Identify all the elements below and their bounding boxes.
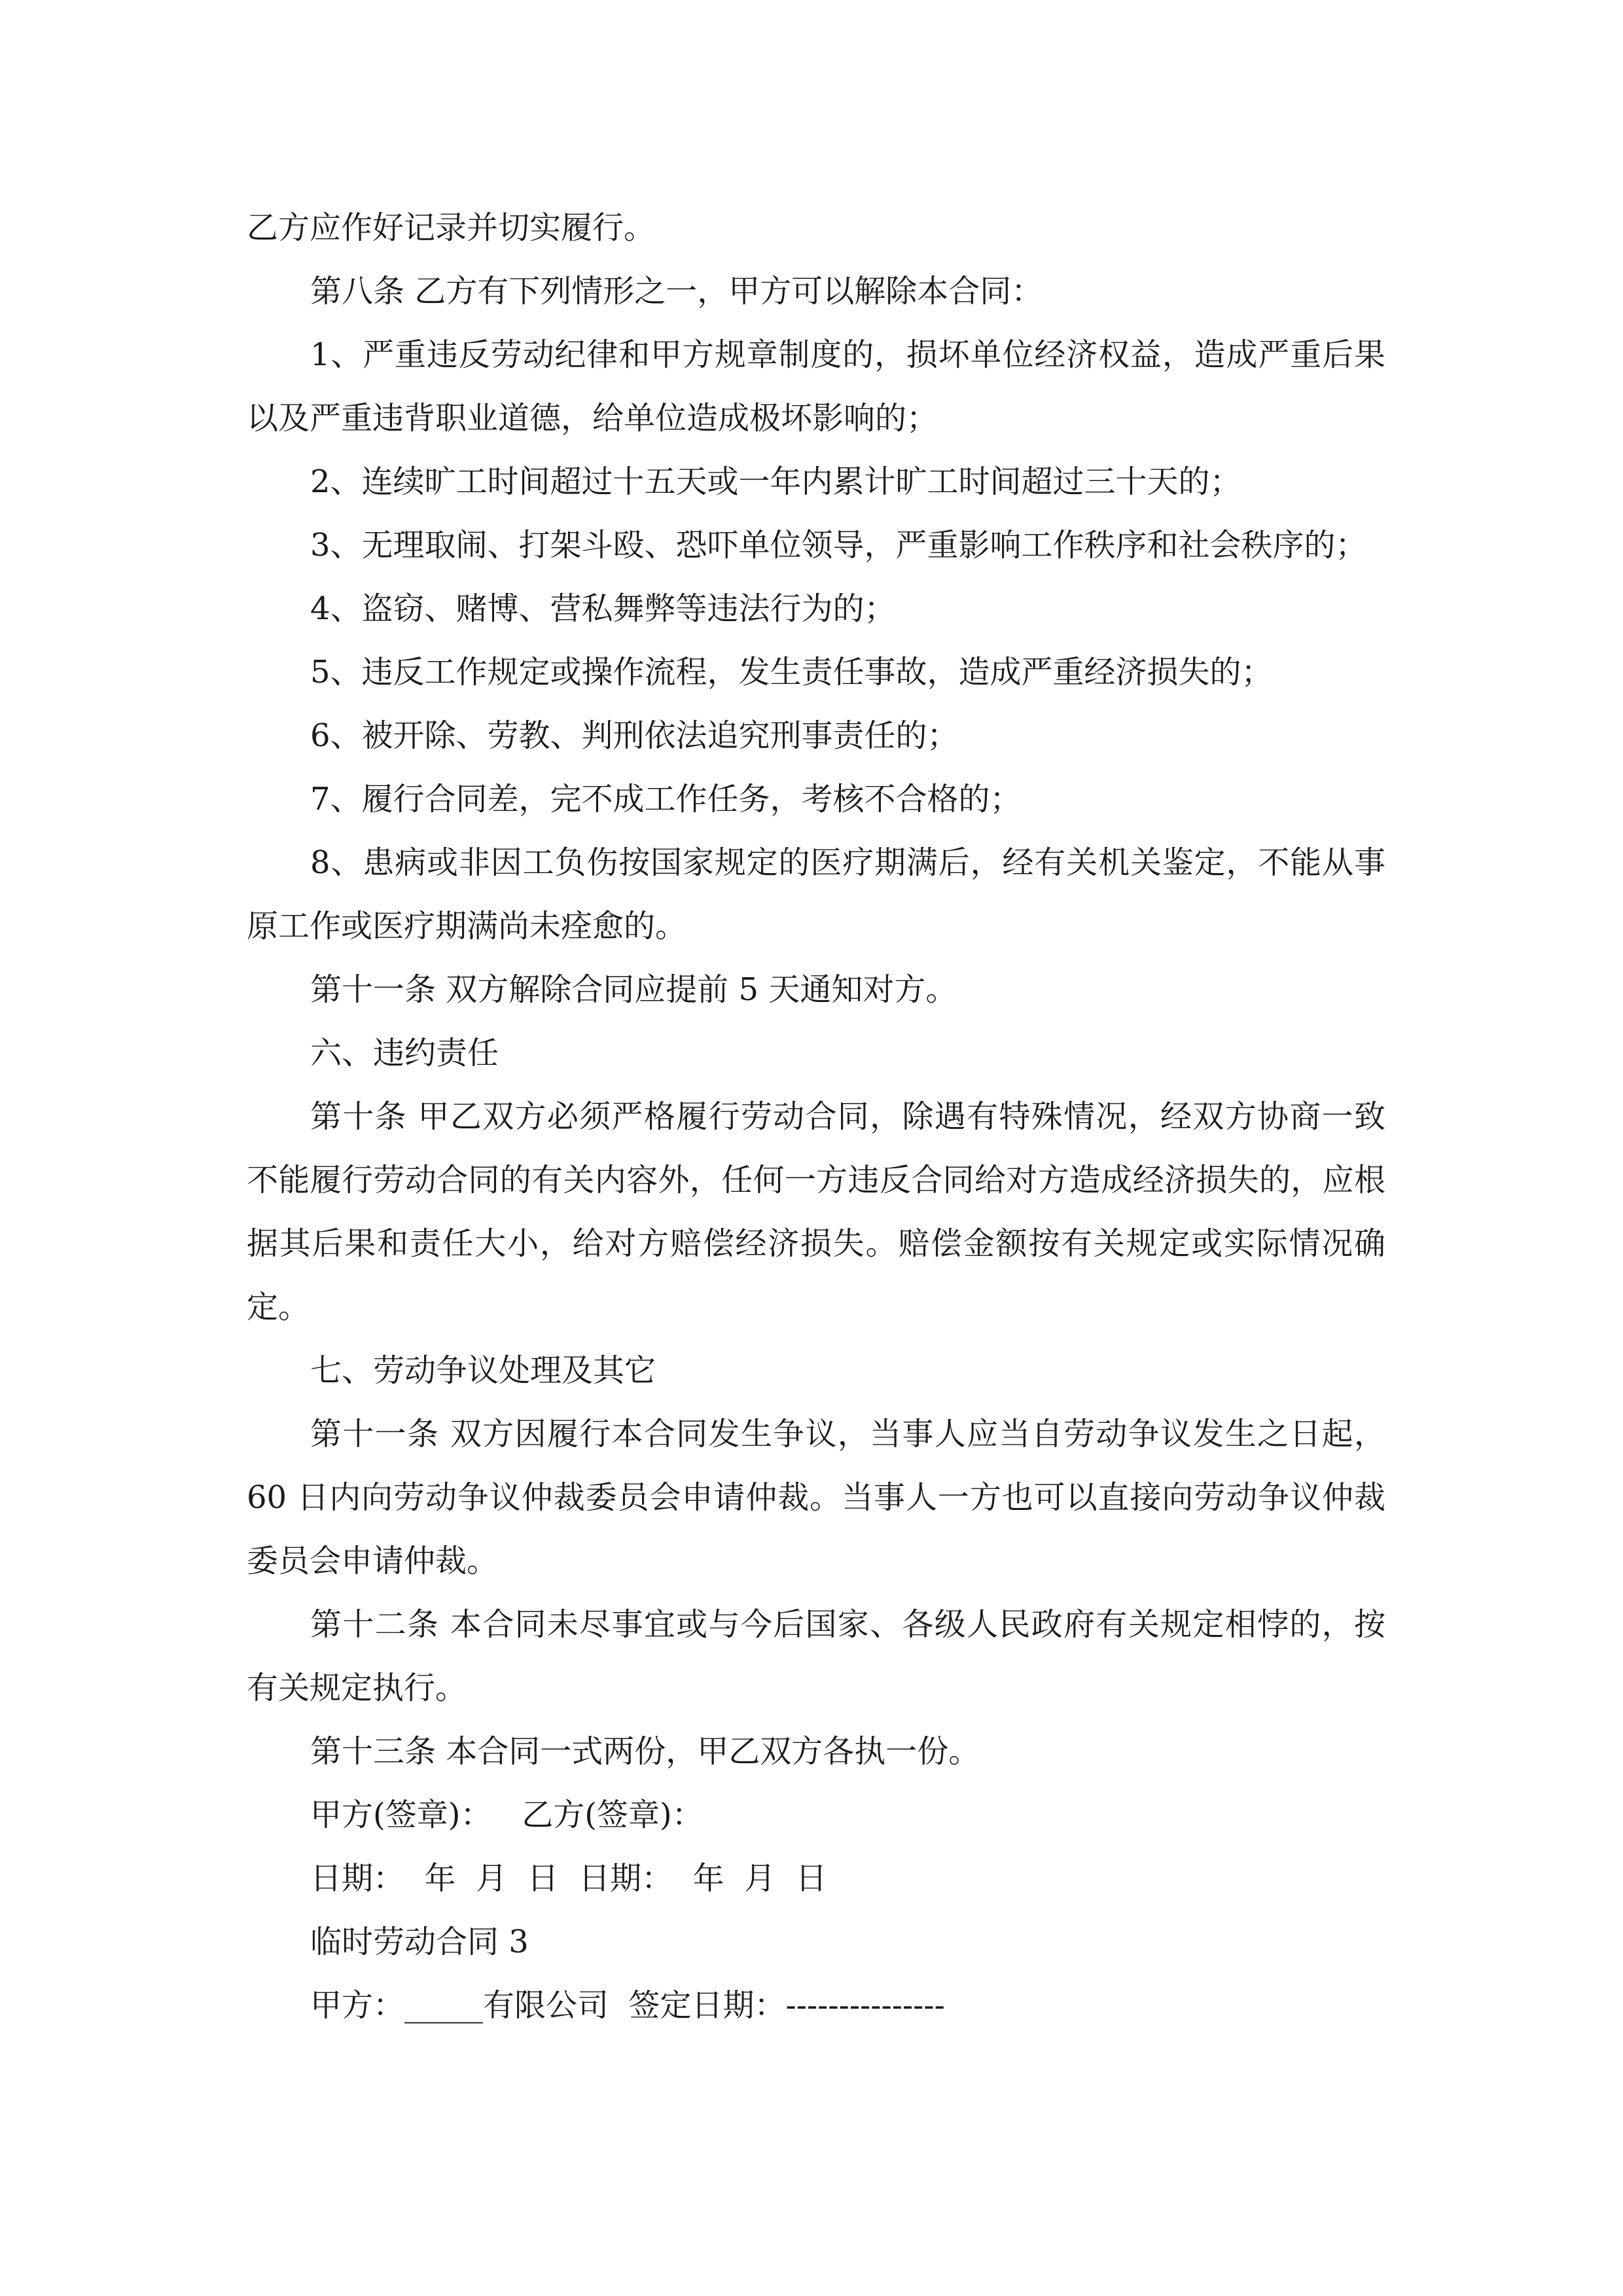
signature-line: 甲方(签章)： 乙方(签章)： [310,1797,704,1833]
clause-3: 3、无理取闹、打架斗殴、恐吓单位领导，严重影响工作秩序和社会秩序的； [310,527,1367,564]
article-12: 第十二条 本合同未尽事宜或与今后国家、各级人民政府有关规定相悖的，按有关规定执行。 [247,1606,1385,1706]
next-contract-title: 临时劳动合同 3 [310,1924,529,1960]
paragraph-record-performance: 乙方应作好记录并切实履行。 [247,209,656,246]
section-7-heading: 七、劳动争议处理及其它 [310,1352,656,1389]
article-10-liability: 第十条 甲乙双方必须严格履行劳动合同，除遇有特殊情况，经双方协商一致不能履行劳动合同的有关内容外，任何一方违反合同给对方造成经济损失的，应根据其后果和责任大小，给对方赔偿经济损失。赔偿金额按有关规定或实际情况确定。 [247,1098,1385,1325]
article-11-dispute: 第十一条 双方因履行本合同发生争议，当事人应当自劳动争议发生之日起，60 日内向劳动争议仲裁委员会申请仲裁。当事人一方也可以直接向劳动争议仲裁委员会申请仲裁。 [247,1416,1385,1579]
clause-8: 8、患病或非因工负伤按国家规定的医疗期满后，经有关机关鉴定，不能从事原工作或医疗期满尚未痊愈的。 [247,844,1385,944]
article-8-heading: 第八条 乙方有下列情形之一，甲方可以解除本合同： [310,273,1043,310]
clause-2: 2、连续旷工时间超过十五天或一年内累计旷工时间超过三十天的； [310,463,1241,500]
date-line: 日期： 年 月 日 日期： 年 月 日 [310,1860,827,1897]
section-6-heading: 六、违约责任 [310,1035,499,1071]
clause-5: 5、违反工作规定或操作流程，发生责任事故，造成严重经济损失的； [310,654,1273,691]
clause-6: 6、被开除、劳教、判刑依法追究刑事责任的； [310,717,959,754]
clause-1: 1、严重违反劳动纪律和甲方规章制度的，损坏单位经济权益，造成严重后果以及严重违背职业道德，给单位造成极坏影响的； [247,336,1385,437]
party-a-line: 甲方：_____有限公司 签定日期：--------------- [310,1987,945,2024]
clause-7: 7、履行合同差，完不成工作任务，考核不合格的； [310,781,1022,817]
document-body [247,196,1385,2037]
clause-4: 4、盗窃、赌博、营私舞弊等违法行为的； [310,590,896,627]
article-13: 第十三条 本合同一式两份，甲乙双方各执一份。 [310,1733,980,1770]
article-11-notice: 第十一条 双方解除合同应提前 5 天通知对方。 [310,971,957,1008]
